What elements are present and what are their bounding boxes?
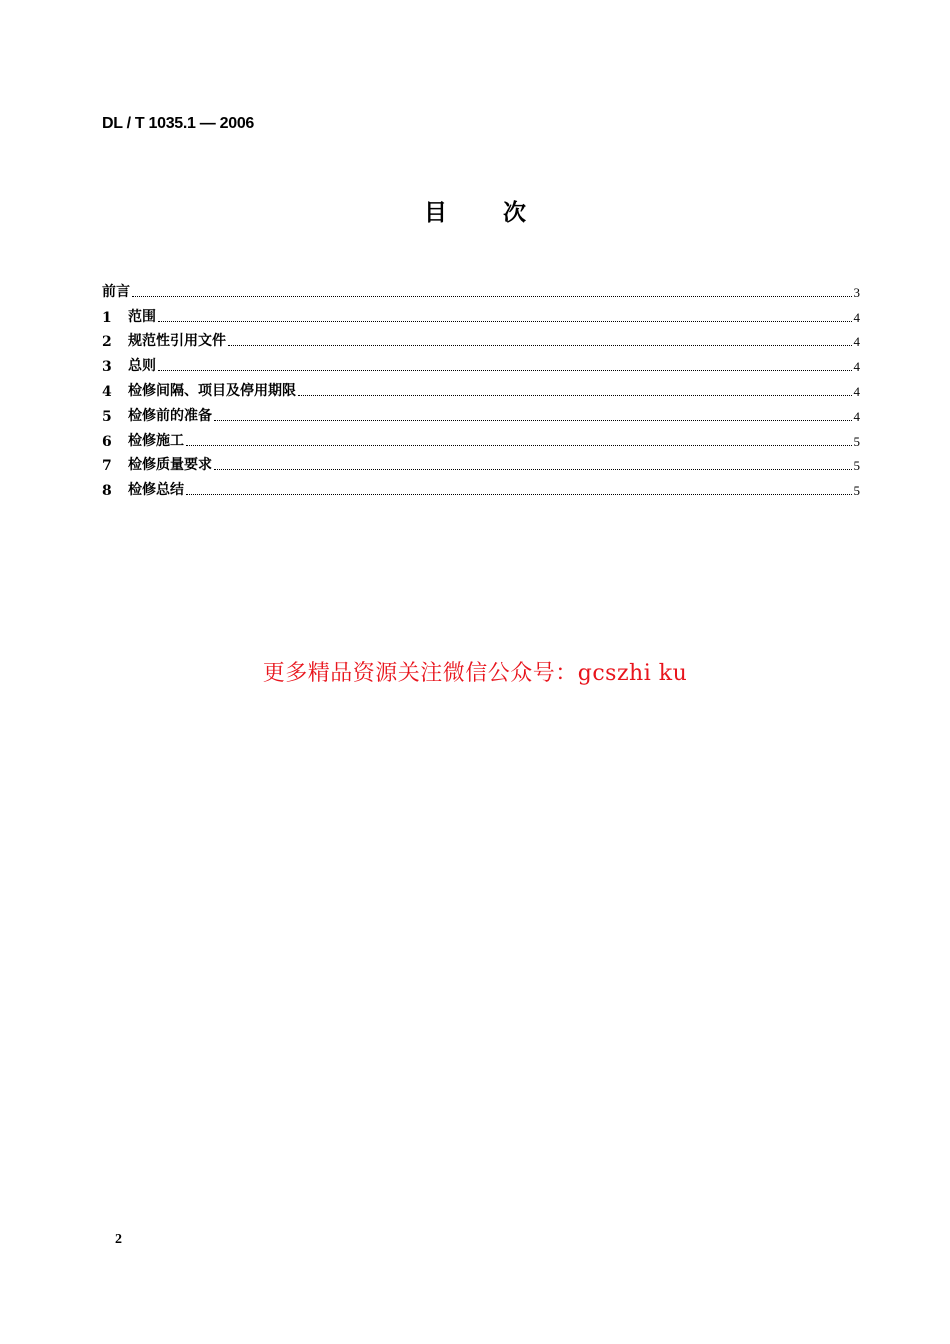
toc-entry-preparation[interactable] (102, 400, 860, 425)
toc-entry-page: 3 (853, 284, 860, 300)
toc-entry-title: 前言 (102, 283, 130, 300)
toc-entry-number: 3 (102, 359, 112, 376)
toc-entry-title: 检修总结 (128, 482, 184, 499)
toc-entry-page: 4 (853, 359, 860, 375)
toc-entry-number: 6 (102, 433, 112, 450)
toc-dot-leader (132, 295, 852, 297)
toc-entry-title: 规范性引用文件 (128, 333, 226, 350)
toc-entry-page: 4 (853, 334, 860, 350)
toc-entry-scope[interactable] (102, 301, 860, 326)
toc-entry-quality-requirements[interactable] (102, 450, 860, 475)
toc-entry-page: 5 (853, 458, 860, 474)
toc-entry-page: 4 (853, 408, 860, 424)
toc-dot-leader (186, 444, 852, 446)
toc-entry-title: 检修前的准备 (128, 407, 212, 424)
document-id: DL / T 1035.1 — 2006 (102, 115, 255, 132)
toc-dot-leader (214, 419, 852, 421)
toc-entry-page: 4 (853, 383, 860, 399)
page-number: 2 (115, 1232, 122, 1247)
toc-entry-number: 4 (102, 383, 112, 400)
toc-entry-title: 范围 (128, 308, 156, 325)
toc-entry-title: 检修施工 (128, 432, 184, 449)
toc-dot-leader (158, 369, 852, 371)
toc-dot-leader (186, 493, 852, 495)
toc-entry-number: 1 (102, 309, 112, 326)
toc-entry-title: 检修质量要求 (128, 457, 212, 474)
toc-entry-page: 4 (853, 309, 860, 325)
toc-entry-summary[interactable] (102, 474, 860, 499)
toc-dot-leader (298, 394, 852, 396)
promo-watermark-text: 更多精品资源关注微信公众号：gcszhi ku (262, 661, 688, 686)
toc-entry-number: 8 (102, 483, 112, 500)
toc-entry-page: 5 (853, 433, 860, 449)
toc-entry-page: 5 (853, 483, 860, 499)
toc-entry-maintenance-interval[interactable] (102, 375, 860, 400)
page-title: 目 次 (423, 200, 526, 226)
toc-entry-number: 2 (102, 334, 112, 351)
toc-entry-foreword[interactable] (102, 276, 860, 301)
toc-dot-leader (158, 320, 852, 322)
table-of-contents (102, 276, 860, 499)
toc-entry-number: 7 (102, 458, 112, 475)
toc-entry-title: 检修间隔、项目及停用期限 (128, 382, 296, 399)
toc-entry-construction[interactable] (102, 425, 860, 450)
toc-entry-title: 总则 (128, 358, 156, 375)
toc-dot-leader (214, 468, 852, 470)
toc-entry-normative-references[interactable] (102, 326, 860, 351)
toc-entry-general[interactable] (102, 350, 860, 375)
toc-entry-number: 5 (102, 408, 112, 425)
toc-dot-leader (228, 344, 852, 346)
